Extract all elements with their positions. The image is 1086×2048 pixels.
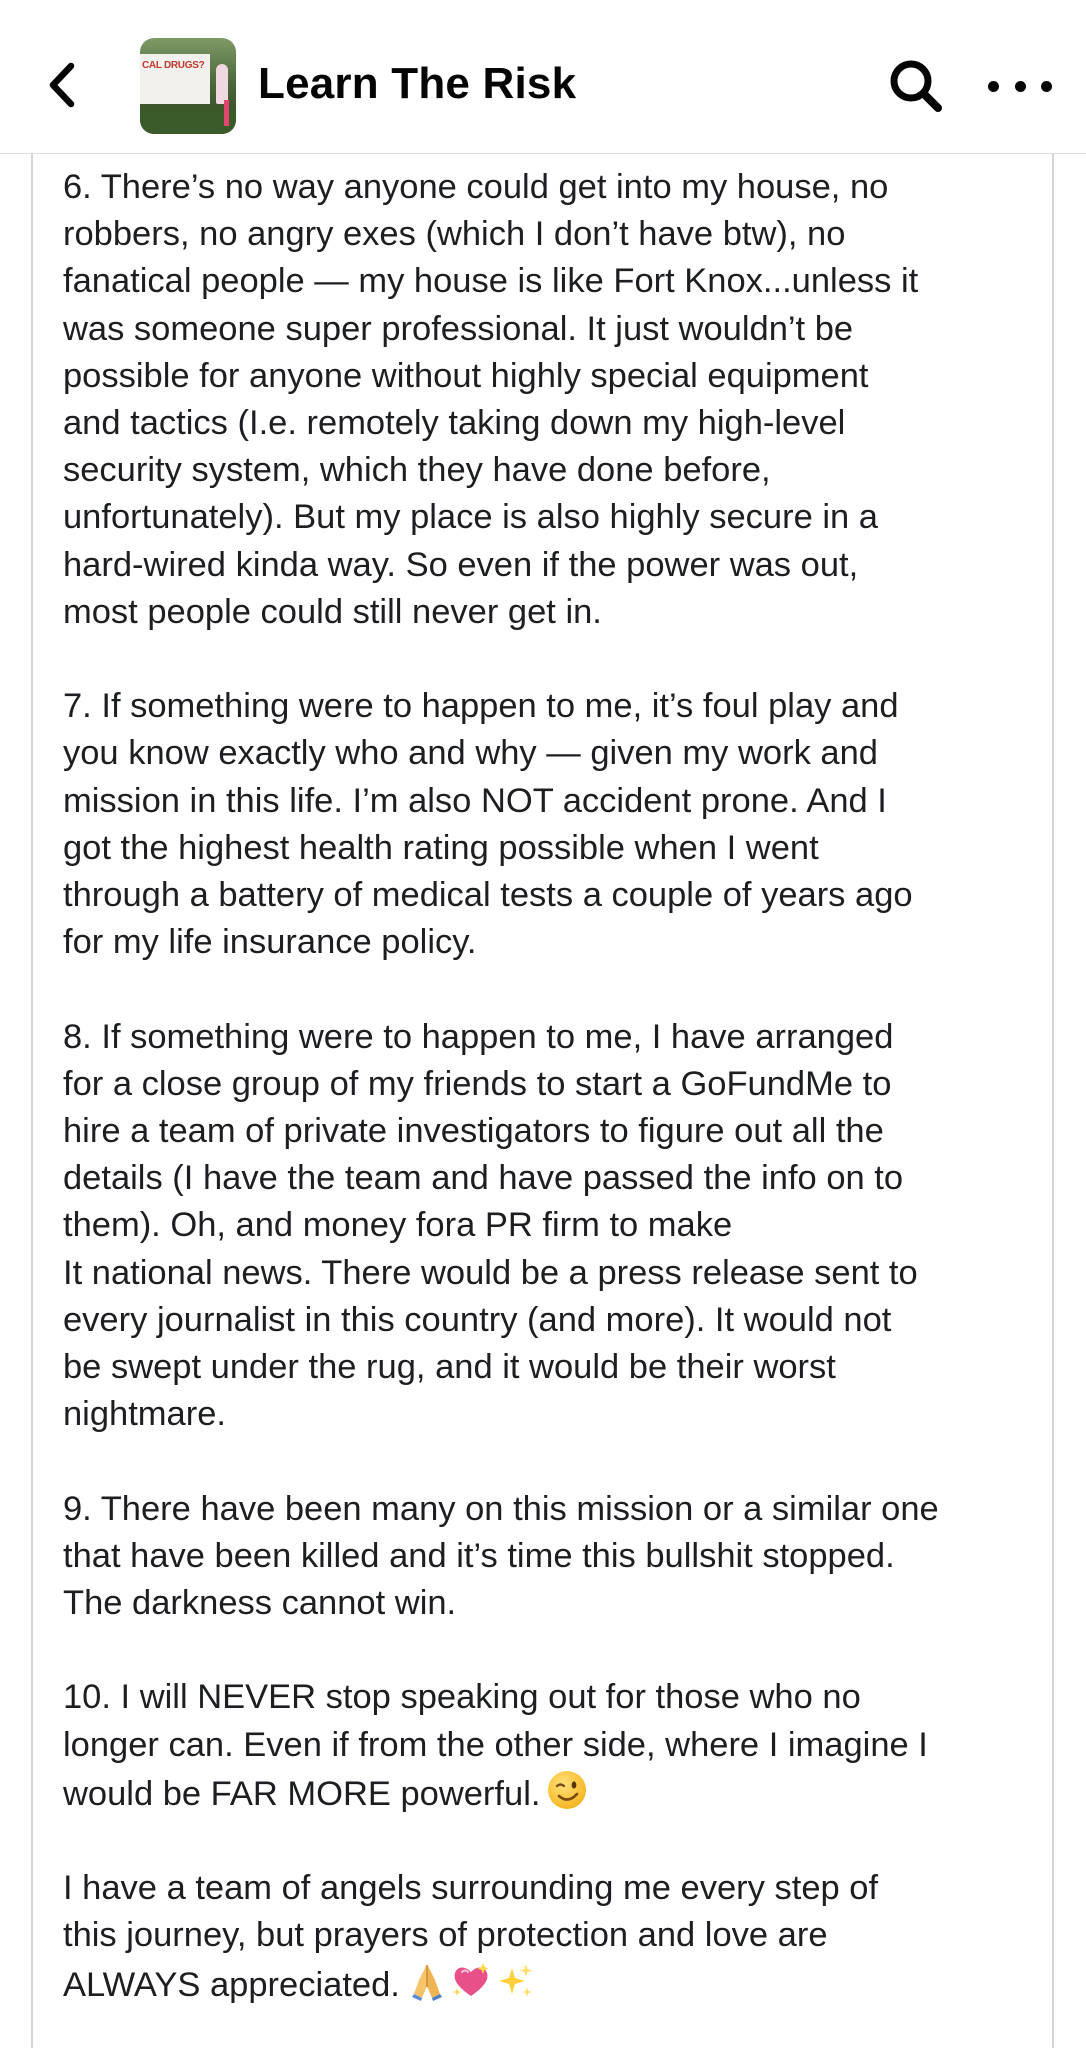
- avatar-sign: [140, 54, 210, 104]
- sparkling-heart-emoji-icon: [450, 1960, 492, 2002]
- post-paragraph-10: [63, 1674, 1043, 1818]
- sparkles-emoji-icon: [494, 1960, 536, 2002]
- avatar-figure: [216, 64, 228, 104]
- page-title[interactable]: Learn The Risk: [258, 59, 577, 108]
- wink-emoji-icon: [546, 1769, 588, 1811]
- folded-hands-emoji-icon: [406, 1960, 448, 2002]
- search-icon: [884, 54, 948, 118]
- back-button[interactable]: [40, 52, 84, 118]
- more-dot-icon: [1041, 81, 1052, 92]
- post-paragraph-closing: [63, 1865, 1043, 2009]
- post-body: [63, 164, 1043, 2009]
- post-paragraph-10-text: 10. I will NEVER stop speaking out for those who no longer can. Even if from the other side, where I imagine I would be FAR MORE powerful.: [63, 1678, 928, 1813]
- post-paragraph-8: 8. If something were to happen to me, I have arranged for a close group of my friends to start a GoFundMe to hire a team of private investigators to figure out all the details (I have the team and have passed the info on to them). Oh, and money fora PR firm to make It national news. There would be a press release sent to every journalist in this country (and more). It would not be swept under the rug, and it would be their worst nightmare.: [63, 1017, 918, 1434]
- more-options-button[interactable]: [988, 64, 1052, 108]
- post-paragraph-7: 7. If something were to happen to me, it’s foul play and you know exactly who and why — given my work and mission in this life. I’m also NOT accident prone. And I got the highest health rating possible when I went through a battery of medical tests a couple of years ago for my life insurance policy.: [63, 687, 913, 962]
- more-dot-icon: [988, 81, 999, 92]
- avatar-figure-leg: [224, 100, 229, 126]
- post-paragraph-6: 6. There’s no way anyone could get into my house, no robbers, no angry exes (which I don’t have btw), no fanatical people — my house is like Fort Knox...unless it was someone super professional. It just wouldn’t be possible for anyone without highly special equipment and tactics (I.e. remotely taking down my high-level security system, which they have done before, unfortunately). But my place is also highly secure in a hard-wired kinda way. So even if the power was out, most people could still never get in.: [63, 168, 919, 631]
- more-dot-icon: [1015, 81, 1026, 92]
- post-paragraph-closing-text: I have a team of angels surrounding me every step of this journey, but prayers of protection and love are ALWAYS appreciated.: [63, 1869, 879, 2004]
- avatar-ground: [140, 108, 236, 134]
- app-header: [0, 0, 1086, 154]
- search-button[interactable]: [884, 54, 948, 118]
- page-avatar[interactable]: [140, 38, 236, 134]
- post-paragraph-9: 9. There have been many on this mission or a similar one that have been killed and it’s time this bullshit stopped. The darkness cannot win.: [63, 1489, 939, 1623]
- chevron-left-icon: [47, 62, 77, 108]
- avatar-sign-text: CAL DRUGS?: [142, 60, 205, 71]
